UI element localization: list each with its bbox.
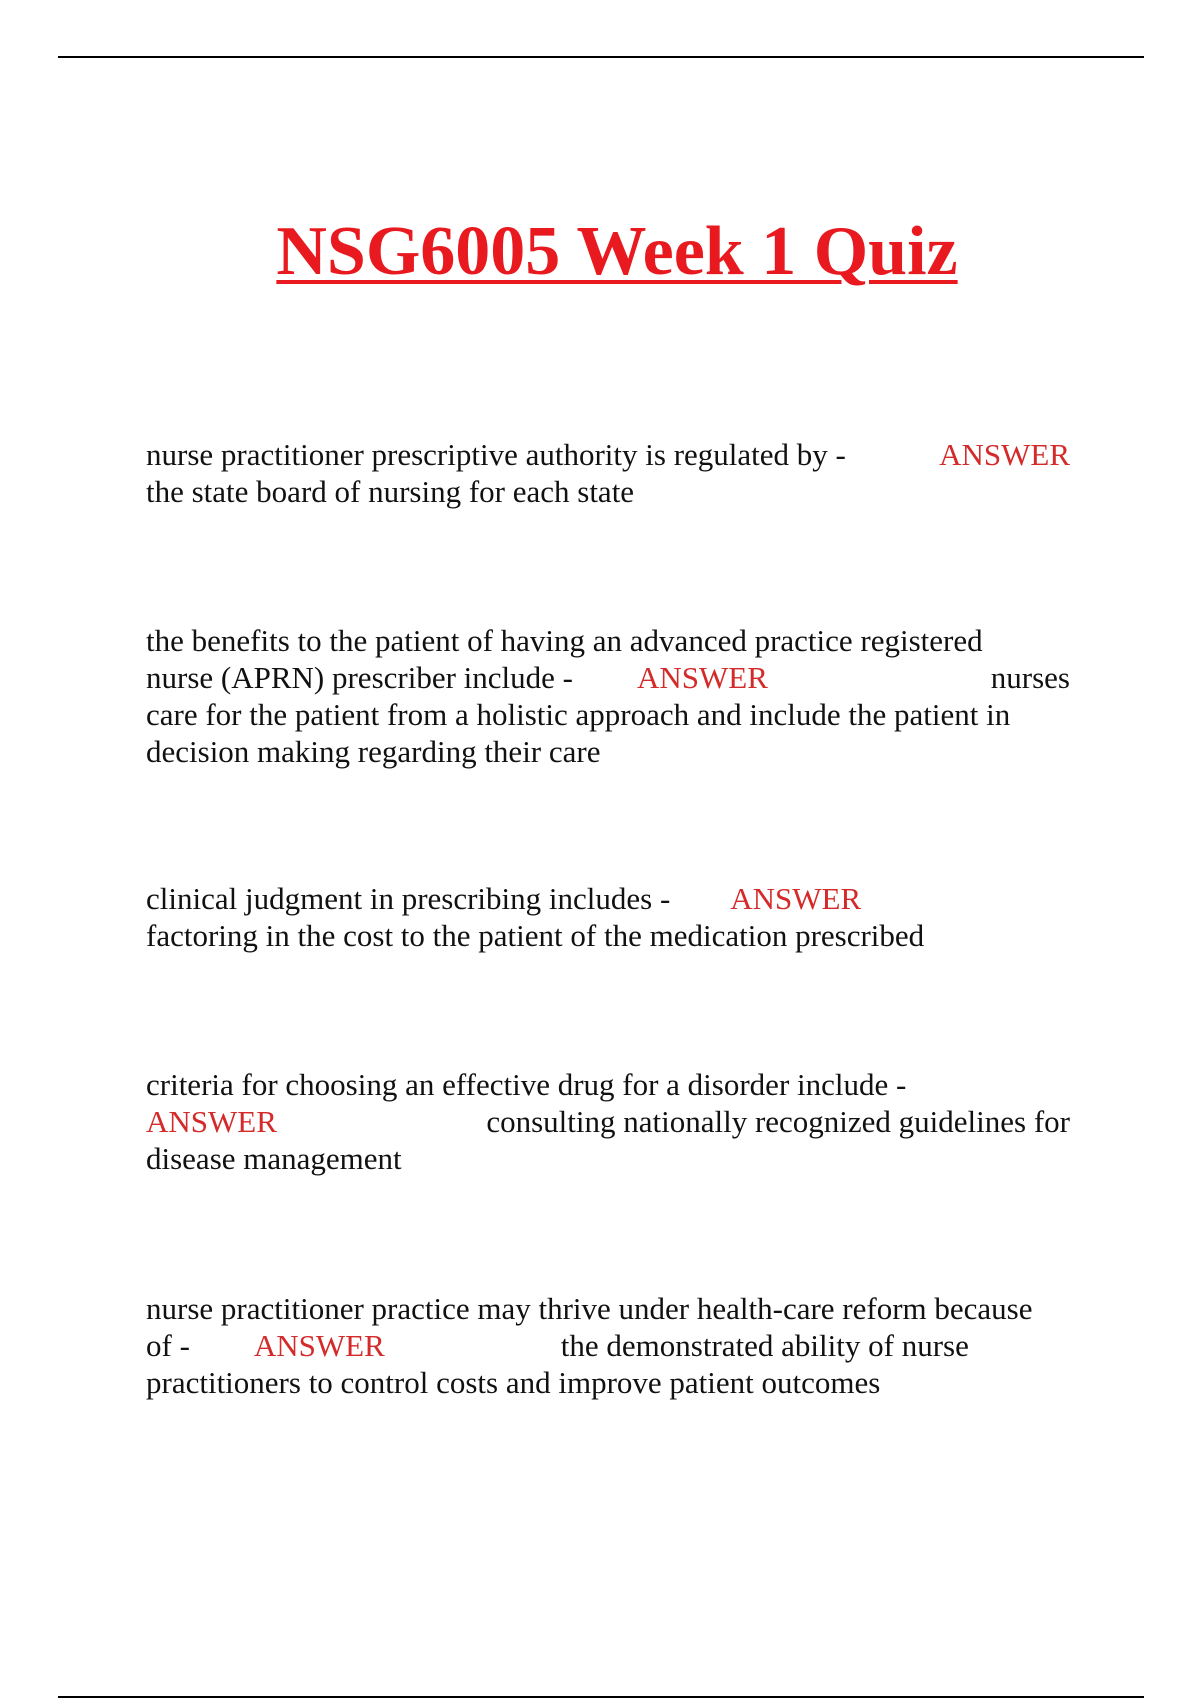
answer-text: the state board of nursing for each state	[146, 474, 635, 509]
page-title: NSG6005 Week 1 Quiz	[276, 213, 958, 290]
bottom-rule	[58, 1696, 1144, 1698]
question-text: clinical judgment in prescribing includes -	[146, 881, 671, 916]
question-text: of -	[146, 1328, 190, 1363]
qa-item-3	[146, 880, 1070, 954]
question-text: nurse (APRN) prescriber include -	[146, 660, 573, 695]
question-text: criteria for choosing an effective drug for a disorder include -	[146, 1067, 907, 1102]
qa-item-1	[146, 436, 1070, 510]
answer-text: nurses	[990, 660, 1070, 695]
answer-text: the demonstrated ability of nurse	[560, 1328, 969, 1363]
answer-text: factoring in the cost to the patient of the medication prescribed	[146, 918, 925, 953]
answer-label: ANSWER	[636, 660, 768, 695]
top-rule	[58, 56, 1144, 58]
answer-label: ANSWER	[146, 1104, 277, 1139]
answer-text: disease management	[146, 1141, 402, 1176]
question-text: nurse practitioner practice may thrive under health-care reform because	[146, 1291, 1033, 1326]
qa-item-2	[146, 622, 1070, 770]
qa-item-5	[146, 1290, 1070, 1401]
answer-label: ANSWER	[253, 1328, 385, 1363]
answer-label: ANSWER	[939, 437, 1070, 472]
answer-label: ANSWER	[730, 881, 862, 916]
question-text: nurse practitioner prescriptive authority is regulated by -	[146, 437, 846, 472]
answer-text: care for the patient from a holistic approach and include the patient in decision making regarding their care	[146, 697, 1011, 769]
qa-item-4	[146, 1066, 1070, 1177]
answer-text: practitioners to control costs and improve patient outcomes	[146, 1365, 881, 1400]
answer-text: consulting nationally recognized guidelines for	[486, 1104, 1070, 1139]
question-text: the benefits to the patient of having an advanced practice registered	[146, 623, 983, 658]
